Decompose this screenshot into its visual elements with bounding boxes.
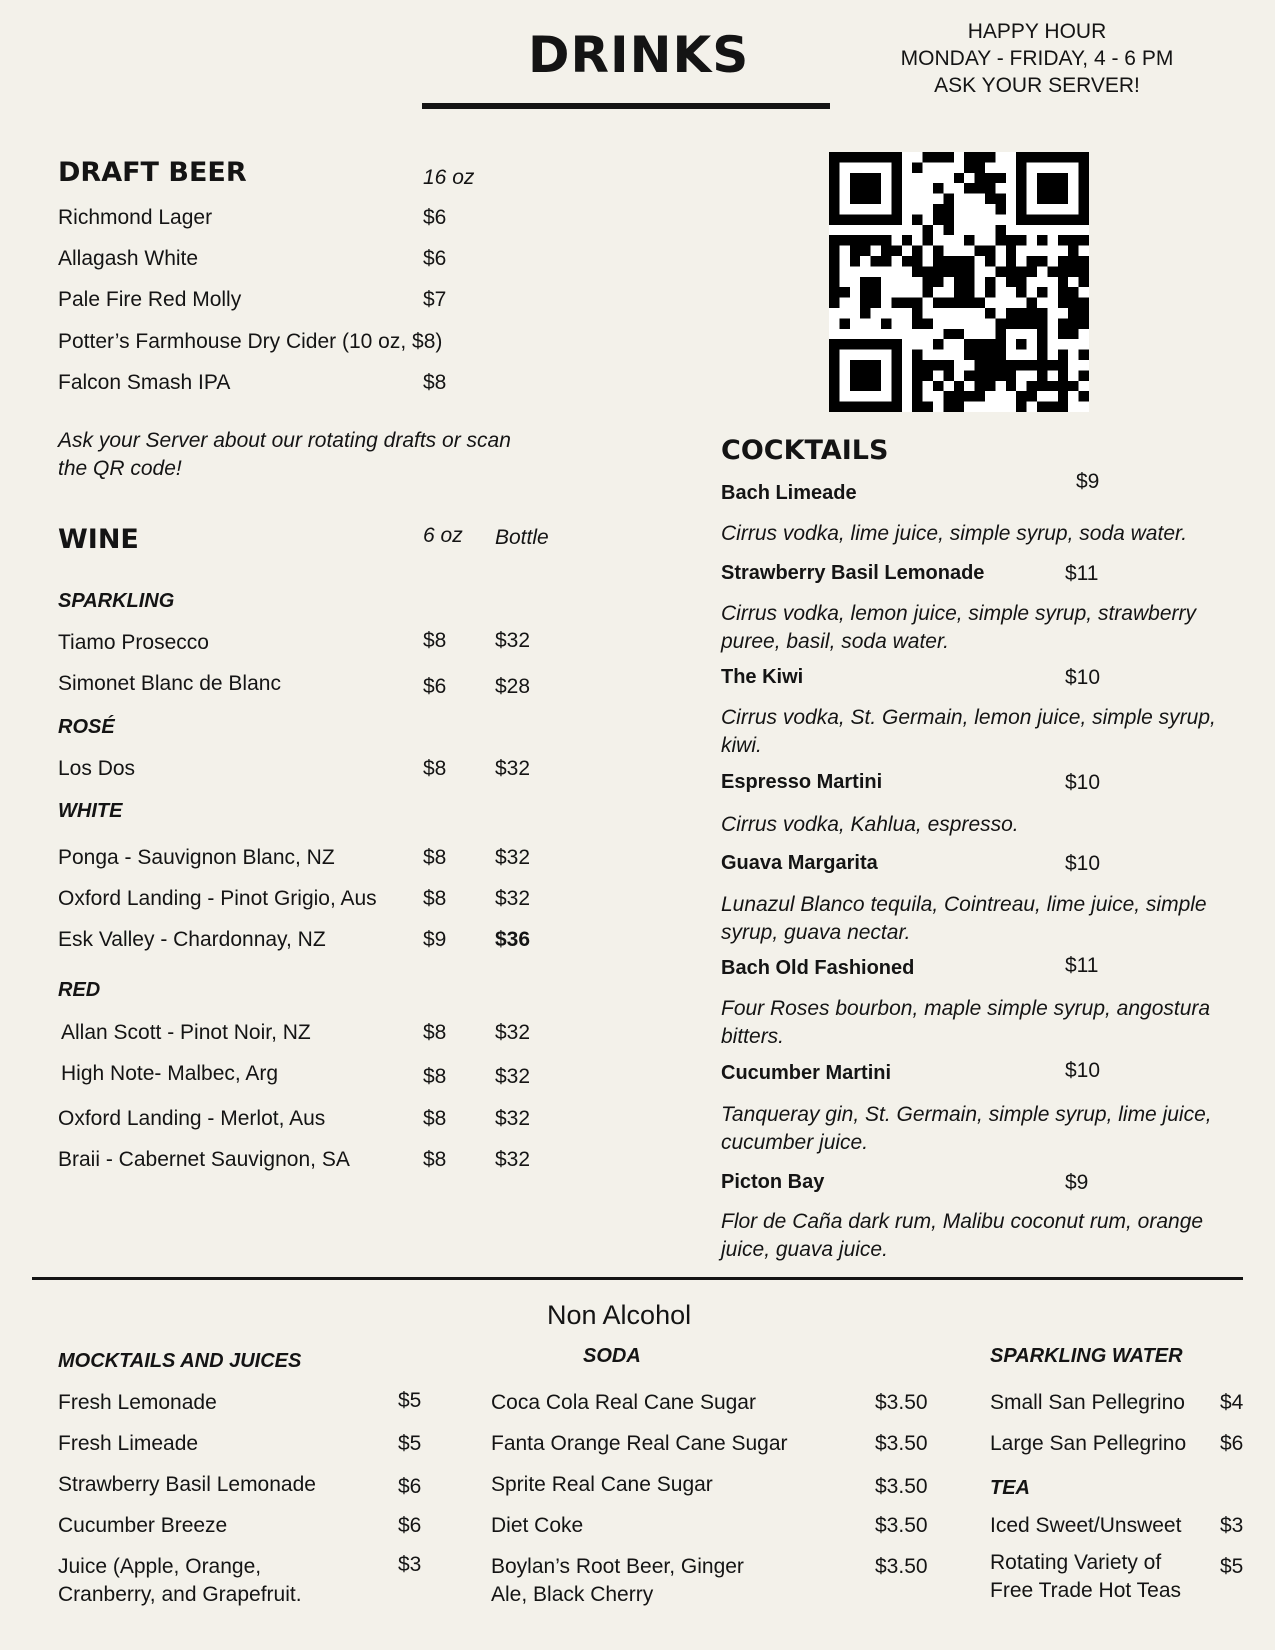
qr-code-icon[interactable]: [829, 152, 1089, 412]
mocktail-item-price: $6: [398, 1514, 422, 1537]
wine-item-glass: $8: [423, 887, 447, 910]
beer-item-name: Pale Fire Red Molly: [58, 288, 242, 311]
wine-glass-header: 6 oz: [423, 524, 463, 547]
cocktail-price: $9: [1076, 470, 1100, 493]
wine-item-glass: $8: [423, 1021, 447, 1044]
wine-item-name: Simonet Blanc de Blanc: [58, 672, 281, 695]
wine-section-title: WINE: [58, 524, 139, 555]
page-title: DRINKS: [528, 26, 750, 84]
wine-sparkling-label: SPARKLING: [58, 590, 175, 612]
beer-size-label: 16 oz: [423, 166, 475, 189]
wine-item-bottle: $32: [495, 1107, 531, 1130]
wine-item-name: Braii - Cabernet Sauvignon, SA: [58, 1148, 350, 1171]
cocktail-price: $10: [1065, 1059, 1101, 1082]
soda-item-name: Fanta Orange Real Cane Sugar: [491, 1432, 788, 1455]
happy-hour-line: ASK YOUR SERVER!: [934, 74, 1140, 97]
tea-item-name: Iced Sweet/Unsweet: [990, 1514, 1182, 1537]
cocktail-description: Flor de Caña dark rum, Malibu coconut rum, orange juice, guava juice.: [721, 1210, 1204, 1261]
cocktail-description: Cirrus vodka, St. Germain, lemon juice, simple syrup, kiwi.: [721, 706, 1216, 757]
happy-hour-notice: [870, 18, 1204, 99]
mocktail-item-name: Juice (Apple, Orange, Cranberry, and Grapefruit.: [58, 1555, 302, 1606]
soda-item-name: Diet Coke: [491, 1514, 584, 1537]
wine-item-bottle: $32: [495, 1148, 531, 1171]
happy-hour-line: MONDAY - FRIDAY, 4 - 6 PM: [900, 47, 1174, 70]
wine-item-name: Allan Scott - Pinot Noir, NZ: [61, 1021, 311, 1044]
wine-item-glass: $8: [423, 846, 447, 869]
sparkling-water-item-name: Small San Pellegrino: [990, 1391, 1185, 1414]
cocktail-price: $11: [1065, 562, 1099, 585]
mocktail-item-name: Fresh Limeade: [58, 1432, 199, 1455]
cocktail-price: $9: [1065, 1171, 1089, 1194]
wine-item-glass: $8: [423, 1107, 447, 1130]
wine-item-bottle: $32: [495, 887, 531, 910]
wine-item-bottle: $32: [495, 629, 531, 652]
beer-note: Ask your Server about our rotating drafts or scan the QR code!: [58, 429, 511, 480]
sparkling-water-item-price: $6: [1220, 1432, 1244, 1455]
wine-item-glass: $8: [423, 1148, 447, 1171]
wine-white-label: WHITE: [58, 800, 123, 822]
mocktail-item-price: $5: [398, 1432, 422, 1455]
non-alcohol-title: Non Alcohol: [547, 1300, 692, 1330]
beer-item-price: $7: [423, 288, 447, 311]
cocktail-description: Cirrus vodka, Kahlua, espresso.: [721, 813, 1019, 836]
section-divider: [32, 1277, 1243, 1280]
wine-red-label: RED: [58, 979, 101, 1001]
cocktails-section-title: COCKTAILS: [721, 435, 889, 466]
cocktail-price: $10: [1065, 771, 1101, 794]
sparkling-water-item-price: $4: [1220, 1391, 1244, 1414]
tea-item-price: $5: [1220, 1555, 1244, 1578]
cocktail-description: Cirrus vodka, lemon juice, simple syrup, strawberry puree, basil, soda water.: [721, 602, 1196, 653]
cocktail-price: $10: [1065, 666, 1101, 689]
wine-item-glass: $9: [423, 928, 447, 951]
wine-item-bottle: $28: [495, 675, 531, 698]
wine-rose-label: ROSÉ: [58, 716, 115, 738]
cocktail-price: $10: [1065, 852, 1101, 875]
wine-item-name: High Note- Malbec, Arg: [61, 1062, 279, 1085]
wine-bottle-header: Bottle: [495, 526, 549, 549]
beer-item-name: Allagash White: [58, 247, 199, 270]
wine-item-name: Oxford Landing - Pinot Grigio, Aus: [58, 887, 377, 910]
wine-item-bottle: $36: [495, 928, 531, 951]
happy-hour-line: HAPPY HOUR: [967, 20, 1107, 43]
cocktail-name: Cucumber Martini: [721, 1062, 892, 1084]
wine-item-bottle: $32: [495, 757, 531, 780]
soda-item-name: Sprite Real Cane Sugar: [491, 1473, 713, 1496]
cocktail-description: Tanqueray gin, St. Germain, simple syrup, lime juice, cucumber juice.: [721, 1103, 1212, 1154]
beer-section-title: DRAFT BEER: [58, 157, 247, 188]
wine-item-bottle: $32: [495, 1065, 531, 1088]
soda-item-price: $3.50: [875, 1432, 928, 1455]
beer-item-name: Potter’s Farmhouse Dry Cider (10 oz, $8): [58, 330, 443, 353]
cocktail-name: Strawberry Basil Lemonade: [721, 562, 985, 584]
cocktail-name: Bach Old Fashioned: [721, 957, 915, 979]
wine-item-bottle: $32: [495, 846, 531, 869]
mocktail-item-price: $5: [398, 1389, 422, 1412]
wine-item-glass: $6: [423, 675, 447, 698]
cocktail-description: Lunazul Blanco tequila, Cointreau, lime juice, simple syrup, guava nectar.: [721, 893, 1207, 944]
soda-item-name: Coca Cola Real Cane Sugar: [491, 1391, 756, 1414]
soda-label: SODA: [583, 1345, 641, 1367]
soda-item-price: $3.50: [875, 1475, 928, 1498]
mocktail-item-price: $6: [398, 1475, 422, 1498]
cocktail-name: The Kiwi: [721, 666, 804, 688]
soda-item-price: $3.50: [875, 1555, 928, 1578]
sparkling-water-label: SPARKLING WATER: [990, 1345, 1183, 1367]
soda-item-name: Boylan’s Root Beer, Ginger Ale, Black Cherry: [491, 1555, 744, 1606]
wine-item-bottle: $32: [495, 1021, 531, 1044]
mocktails-label: MOCKTAILS AND JUICES: [58, 1350, 302, 1372]
mocktail-item-name: Cucumber Breeze: [58, 1514, 228, 1537]
wine-item-name: Oxford Landing - Merlot, Aus: [58, 1107, 326, 1130]
wine-item-glass: $8: [423, 757, 447, 780]
cocktail-name: Espresso Martini: [721, 771, 883, 793]
beer-item-name: Falcon Smash IPA: [58, 371, 231, 394]
beer-item-price: $6: [423, 247, 447, 270]
tea-item-price: $3: [1220, 1514, 1244, 1537]
cocktail-description: Cirrus vodka, lime juice, simple syrup, soda water.: [721, 522, 1188, 545]
beer-item-price: $6: [423, 206, 447, 229]
mocktail-item-name: Strawberry Basil Lemonade: [58, 1473, 316, 1496]
wine-item-name: Tiamo Prosecco: [58, 631, 209, 654]
cocktail-name: Guava Margarita: [721, 852, 878, 874]
soda-item-price: $3.50: [875, 1514, 928, 1537]
beer-item-price: $8: [423, 371, 447, 394]
sparkling-water-item-name: Large San Pellegrino: [990, 1432, 1187, 1455]
mocktail-item-price: $3: [398, 1553, 422, 1576]
cocktail-name: Picton Bay: [721, 1171, 825, 1193]
mocktail-item-name: Fresh Lemonade: [58, 1391, 217, 1414]
soda-item-price: $3.50: [875, 1391, 928, 1414]
beer-item-name: Richmond Lager: [58, 206, 213, 229]
wine-item-glass: $8: [423, 1065, 447, 1088]
wine-item-name: Los Dos: [58, 757, 136, 780]
cocktail-name: Bach Limeade: [721, 482, 857, 504]
cocktail-description: Four Roses bourbon, maple simple syrup, angostura bitters.: [721, 997, 1211, 1048]
cocktail-price: $11: [1065, 954, 1099, 977]
wine-item-name: Ponga - Sauvignon Blanc, NZ: [58, 846, 335, 869]
tea-item-name: Rotating Variety of Free Trade Hot Teas: [990, 1551, 1182, 1602]
wine-item-name: Esk Valley - Chardonnay, NZ: [58, 928, 326, 951]
tea-label: TEA: [990, 1477, 1030, 1499]
title-underline: [422, 103, 830, 109]
wine-item-glass: $8: [423, 629, 447, 652]
